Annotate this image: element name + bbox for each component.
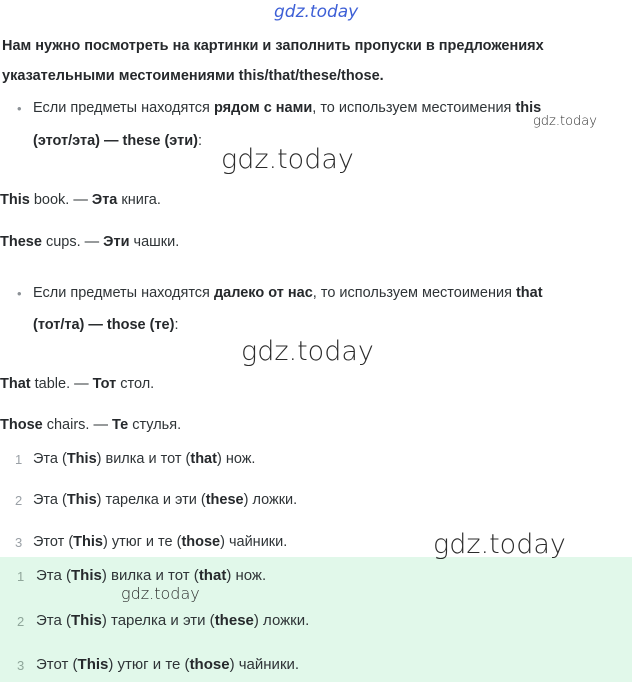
- text: Этот (: [33, 534, 74, 550]
- text: ) вилка и тот (: [96, 451, 191, 467]
- intro-line-1: Нам нужно посмотреть на картинки и заполнить пропуски в предложениях: [2, 38, 544, 54]
- text: ) тарелка и эти (: [96, 492, 206, 508]
- text: Эта (: [36, 612, 71, 629]
- text: ) чайники.: [220, 534, 288, 550]
- bullet-far-line-1: [33, 285, 543, 301]
- text: книга.: [117, 192, 161, 208]
- highlighted-answer-item-1: [36, 567, 266, 584]
- bold-text: that: [190, 451, 217, 467]
- answer-number: 2: [15, 493, 23, 508]
- text: Если предметы находятся: [33, 100, 214, 116]
- text: Этот (: [36, 656, 78, 673]
- bullet-far-line-2: [33, 317, 178, 333]
- bold-text: that: [515, 285, 543, 301]
- example-far-1: [0, 376, 154, 392]
- bold-text: these: [205, 492, 244, 508]
- bold-text: Those: [0, 417, 43, 433]
- text: ) ложки.: [253, 612, 310, 629]
- bold-text: This: [0, 192, 30, 208]
- bold-text: These: [0, 234, 42, 250]
- text: ) чайники.: [229, 656, 300, 673]
- text: ) нож.: [216, 451, 256, 467]
- text: стулья.: [128, 417, 182, 433]
- bold-text: those: [189, 656, 230, 673]
- bold-text: That: [0, 376, 31, 392]
- answer-number: 2: [17, 614, 25, 629]
- bold-text: Тот: [92, 376, 117, 392]
- text: , то используем местоимения: [312, 285, 516, 301]
- text: :: [197, 133, 202, 149]
- watermark-big-3: gdz.today: [433, 529, 566, 560]
- text: :: [174, 317, 179, 333]
- bold-text: This: [71, 612, 102, 629]
- example-near-1: [0, 192, 161, 208]
- watermark-top: gdz.today: [274, 2, 359, 22]
- highlighted-answer-item-3: [36, 656, 299, 673]
- answer-number: 3: [15, 535, 23, 550]
- bold-text: This: [66, 492, 97, 508]
- text: table. —: [30, 376, 93, 392]
- text: cups. —: [41, 234, 104, 250]
- text: Эта (: [33, 492, 67, 508]
- bold-text: This: [66, 451, 97, 467]
- intro-line-2: указательными местоимениями this/that/these/those.: [2, 68, 384, 84]
- watermark-big-1: gdz.today: [221, 144, 354, 175]
- text: Эта (: [36, 567, 71, 584]
- bold-text: (этот/эта) — these (эти): [33, 133, 198, 149]
- text: стол.: [116, 376, 155, 392]
- bold-text: Эти: [103, 234, 130, 250]
- text: , то используем местоимения: [312, 100, 516, 116]
- watermark-big-2: gdz.today: [241, 336, 374, 367]
- bold-text: This: [73, 534, 103, 550]
- text: ) вилка и тот (: [101, 567, 199, 584]
- answer-item-2: [33, 492, 297, 508]
- bold-text: This: [77, 656, 109, 673]
- text: чашки.: [129, 234, 180, 250]
- bullet-dot-near: •: [17, 101, 22, 116]
- bold-text: those: [181, 534, 221, 550]
- text: ) утюг и те (: [102, 534, 182, 550]
- text: Эта (: [33, 451, 67, 467]
- bold-text: (тот/та) — those (те): [33, 317, 175, 333]
- text: chairs. —: [42, 417, 112, 433]
- text: book. —: [29, 192, 92, 208]
- example-far-2: [0, 417, 181, 433]
- watermark-small-2: gdz.today: [121, 584, 200, 603]
- text: Если предметы находятся: [33, 285, 214, 301]
- bold-text: This: [71, 567, 102, 584]
- text: ) утюг и те (: [108, 656, 190, 673]
- bold-text: Те: [112, 417, 129, 433]
- bullet-dot-far: •: [17, 286, 22, 301]
- watermark-small-1: gdz.today: [533, 114, 597, 129]
- bold-text: that: [198, 567, 227, 584]
- example-near-2: [0, 234, 179, 250]
- text: ) нож.: [226, 567, 267, 584]
- answer-item-1: [33, 451, 255, 467]
- bold-text: this: [515, 100, 542, 116]
- highlighted-answer-item-2: [36, 612, 309, 629]
- answer-number: 1: [15, 452, 23, 467]
- bold-text: далеко от нас: [213, 285, 313, 301]
- bold-text: рядом с нами: [213, 100, 313, 116]
- bullet-near-line-1: [33, 100, 541, 116]
- text: ) ложки.: [243, 492, 298, 508]
- bold-text: Эта: [91, 192, 118, 208]
- answer-item-3: [33, 534, 287, 550]
- text: ) тарелка и эти (: [101, 612, 215, 629]
- bold-text: these: [214, 612, 254, 629]
- bullet-near-line-2: [33, 133, 202, 149]
- answer-number: 1: [17, 569, 25, 584]
- answer-number: 3: [17, 658, 25, 673]
